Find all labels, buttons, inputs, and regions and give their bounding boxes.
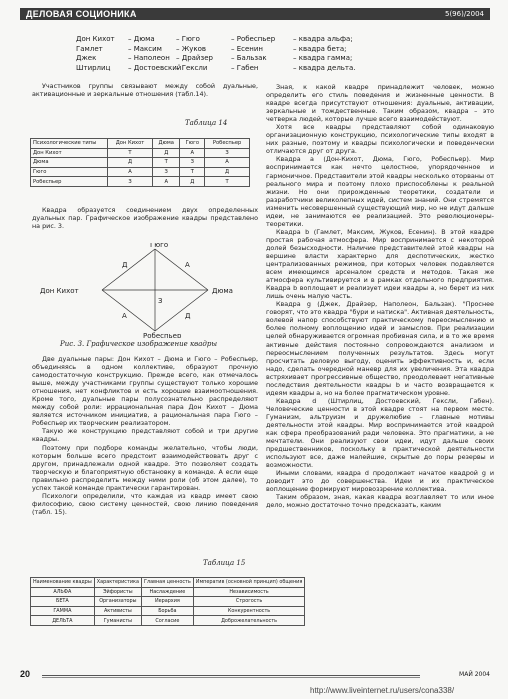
group-cell: – квадра гамма; [293, 54, 353, 62]
quadra-group-row [76, 54, 363, 64]
group-cell: – Гюго [176, 35, 200, 43]
table-cell: Доброжелательность [193, 616, 305, 626]
paragraph: Участников группы связывают между собой дуальные, активационные и зеркальные отношения (табл.14). [32, 82, 258, 99]
table-cell: Гуманисты [94, 616, 141, 626]
quadra-groups [76, 35, 363, 73]
edge-bottom-right [155, 290, 208, 331]
header-cell: Психологические типы [31, 139, 108, 149]
table15-caption: Таблица 15 [203, 559, 246, 567]
edge-label: Д [122, 261, 128, 269]
node-left: Дон Кихот [40, 287, 79, 295]
table-cell: Т [108, 148, 153, 158]
table-cell: З [180, 158, 205, 168]
page-header [20, 8, 490, 20]
table-cell: А [180, 148, 205, 158]
table-cell: З [108, 177, 153, 187]
group-cell: – Драйзер [176, 54, 213, 62]
page-footer [20, 671, 490, 681]
header-cell: Императив (основной принцип) общения [193, 578, 305, 588]
edge-label: З [158, 297, 163, 305]
left-text-main [32, 355, 258, 516]
paragraph: Психологи определили, что каждая из квадр имеет свою философию, свою систему ценностей, свою линию поведения (табл. 15). [32, 491, 258, 516]
right-column-text [266, 83, 494, 509]
table-14 [30, 138, 250, 187]
table-cell: АЛЬФА [31, 587, 95, 597]
table-cell: Эйфористы [94, 587, 141, 597]
table-cell: Д [108, 158, 153, 168]
figure-caption: Рис. 3. Графическое изображение квадры [60, 340, 218, 348]
table-row [31, 597, 305, 607]
group-cell: Джек [76, 54, 97, 62]
table-cell: А [205, 158, 250, 168]
table-cell: Строгость [193, 597, 305, 607]
table-header-row [31, 139, 250, 149]
group-cell: – Робеспьер [231, 35, 276, 43]
table-15 [30, 577, 305, 626]
section-title: ДЕЛОВАЯ СОЦИОНИКА [26, 9, 137, 19]
table-cell: Борьба [141, 606, 193, 616]
paragraph: Две дуальные пары: Дон Кихот – Дюма и Гюго – Робеспьер, объединяясь в одном коллективе, образуют прочную самодостаточную конструкцию. Прежде всего, как отмечалось выше, между участниками группы существуют только хорошие отношения, нет конфликтов и есть хорошие взаимоотношения. Кроме того, дуальные пары полусознательно распределяют между собой роли: иррациональная пара Дон Кихот – Дюма является источником инициатив, а рациональная пара Гюго – Робеспьер их творческим реализатором. [32, 355, 258, 428]
paragraph: Такую же конструкцию представляют собой и три другие квадры. [32, 427, 258, 444]
paragraph: Поэтому при подборе команды желательно, чтобы люди, которым больше всего предстоит взаимодействовать друг с другом, принадлежали одной квадре. Это позволяет создать творческую и благоприятную обстановку в команде. А если еще правильно распределить между ними роли (об этом далее), то успех такой команде практически гарантирован. [32, 443, 258, 492]
group-cell: Штирлиц [76, 63, 111, 72]
table-cell: А [108, 167, 153, 177]
group-cell: – квадра дельта. [293, 63, 356, 72]
left-text-intro [32, 82, 258, 98]
group-cell: – Дюма [128, 35, 155, 43]
node-right: Дюма [212, 287, 233, 295]
table-cell: Иерархия [141, 597, 193, 607]
table-cell: ДЕЛЬТА [31, 616, 95, 626]
issue-date: МАЙ 2004 [459, 671, 490, 678]
table-row [31, 167, 250, 177]
edge-label: А [185, 261, 190, 269]
table-cell: Согласие [141, 616, 193, 626]
group-cell: – Максим [128, 44, 162, 53]
group-cell: – квадра альфа; [293, 35, 353, 43]
table-cell: Д [205, 167, 250, 177]
paragraph: Квадра b (Гамлет, Максим, Жуков, Есенин). В этой квадре простая рабочая атмосфера. Мир воспринимается с некоторой долей безысходности. Наличие представителей этой квадры на вершине власти характерно для деспотических, жестко централизованных режимов, при которых человек подавляется всем имеющимся арсеналом средств и методов. Такая же атмосфера культивируется и в рамках отдельного предприятия. Квадра b воплощает и реализует идеи квадры а, но берет из них лишь очень малую часть. [266, 227, 494, 301]
paragraph: Квадра g (Джек, Драйзер, Наполеон, Бальзак). "Проснее говорят, что это квадра "бури и натиска". Активная деятельность, волевой напор способствуют практическому переосмыслению и более полному воплощению идей и замыслов. При реализации целей обнаруживается огромная пробивная сила, и в то же время активные действия постоянно сопровождаются анализом и переосмыслением полученных результатов. Здесь могут просчитать деловую выгоду, оценить эффективность и, если надо, сделать очередной маневр для их увеличения. Эта квадра встряхивает прогрессивные общество, преодолевает негативные последствия деятельности квадры b и часто возвращается к идеям квадры а, но на более прагматическом уровне. [266, 300, 494, 397]
table-cell: Д [152, 148, 179, 158]
header-cell: Наименование квадры [31, 578, 95, 588]
table14-caption: Таблица 14 [185, 119, 228, 127]
group-cell: – Габен [231, 63, 259, 72]
paragraph: Хотя все квадры представляют собой одинаковую организационную конструкцию, психологические типы входят в них разные, поэтому и квадры психологически и поведенчески отличаются друг от друга. [266, 123, 494, 156]
header-cell: Робеспьер [205, 139, 250, 149]
node-top: Гюго [150, 243, 169, 249]
watermark-url: http://www.liveinternet.ru/users/cona338/ [310, 686, 455, 695]
table-cell: Т [152, 158, 179, 168]
table-cell: З [152, 167, 179, 177]
table-cell: Д [180, 177, 205, 187]
header-cell: Дон Кихот [108, 139, 153, 149]
table-row [31, 177, 250, 187]
paragraph: Таким образом, зная, какая квадра возглавляет то или иное дело, можно достаточно точно предсказать, каким [266, 493, 494, 510]
node-bottom: Робеспьер [143, 332, 182, 338]
table-cell: Т [180, 167, 205, 177]
table-cell: Дюма [31, 158, 108, 168]
table-cell: З [205, 148, 250, 158]
quadra-group-row [76, 35, 363, 45]
group-cell: – Есенин [231, 44, 264, 53]
issue-number: 5(96)/2004 [445, 10, 484, 18]
paragraph: Иными словами, квадра d продолжает начатое квадрой g и доводит это до совершенства. Идеи и их практическое воплощение формируют мировоззрение коллектива. [266, 469, 494, 494]
group-cell: – Достоевский [128, 63, 182, 72]
quadra-group-row [76, 64, 363, 74]
left-text-quadra [32, 206, 258, 230]
quadra-group-row [76, 45, 363, 55]
table-row [31, 587, 305, 597]
table-cell: Гюго [31, 167, 108, 177]
table-cell: Робеспьер [31, 177, 108, 187]
table-cell: Дон Кихот [31, 148, 108, 158]
table-row [31, 616, 305, 626]
paragraph: Квадра а (Дон-Кихот, Дюма, Гюго, Робеспьер). Мир воспринимается как нечто целостное, упорядоченное и гармоничное. Представители этой квадры несколько оторваны от реального мира и поэтому плохо приспособлены к реальной жизни. Но они прирожденные теоретики, создатели и разработчики великолепных идей, систем знаний. Они стремятся изменить несовершенный существующий мир, но не идут дальше идеи, не занимаются ее реализацией. Это революционеры-теоретики. [266, 155, 494, 228]
table-cell: А [152, 177, 179, 187]
page-number: 20 [20, 669, 31, 679]
group-cell: Дон Кихот [76, 35, 115, 43]
header-cell: Главная ценность [141, 578, 193, 588]
edge-label: Д [185, 312, 191, 320]
table-header-row [31, 578, 305, 588]
group-cell: – Гексли [176, 63, 208, 72]
table-row [31, 148, 250, 158]
table-row [31, 606, 305, 616]
header-cell: Характеристика [94, 578, 141, 588]
table-cell: Независимость [193, 587, 305, 597]
paragraph: Зная, к какой квадре принадлежит человек, можно определить его стиль поведения и жизненные ценности. В квадре всегда присутствуют отношения: дуальные, активации, зеркальные и тождественные. Таким образом, квадра – это четверка людей, которые лучше всего взаимодействуют. [266, 83, 494, 124]
edge-label: А [122, 312, 127, 320]
table-cell: ГАММА [31, 606, 95, 616]
group-cell: – Бальзак [231, 54, 267, 62]
paragraph: Квадра образуется соединением двух определенных дуальных пар. Графическое изображение квадры представлено на рис. 3. [32, 206, 258, 231]
table-row [31, 158, 250, 168]
paragraph: Квадра d (Штирлиц, Достоевский, Гексли, Габен). Человеческие ценности в этой квадре стоят на первом месте. Гуманизм, альтруизм и дружелюбие – главные мотивы деятельности этой квадры. Мир воспринимается этой квадрой как сфера преобразований ради человека. Это прагматики, а не мечтатели. Они реализуют свои идеи, идут дальше своих предшественников, поскольку в практической деятельности используют все, даже малейшие, скрытые до поры резервы и возможности. [266, 396, 494, 470]
group-cell: – квадра бета; [293, 44, 347, 53]
table-cell: Наслаждение [141, 587, 193, 597]
header-cell: Дюма [152, 139, 179, 149]
quadra-diagram [40, 243, 260, 338]
table-cell: Т [205, 177, 250, 187]
table-cell: Организаторы [94, 597, 141, 607]
edge-bottom-left [102, 290, 155, 331]
table-cell: Конкурентность [193, 606, 305, 616]
edge-top-right [155, 249, 208, 290]
footer-rule [42, 677, 420, 678]
table-cell: БЕТА [31, 597, 95, 607]
group-cell: – Наполеон [128, 54, 170, 62]
group-cell: – Жуков [176, 44, 207, 53]
group-cell: Гамлет [76, 44, 103, 53]
footer-rule [42, 675, 420, 676]
edge-top-left [102, 249, 155, 290]
header-cell: Гюго [180, 139, 205, 149]
table-cell: Активисты [94, 606, 141, 616]
